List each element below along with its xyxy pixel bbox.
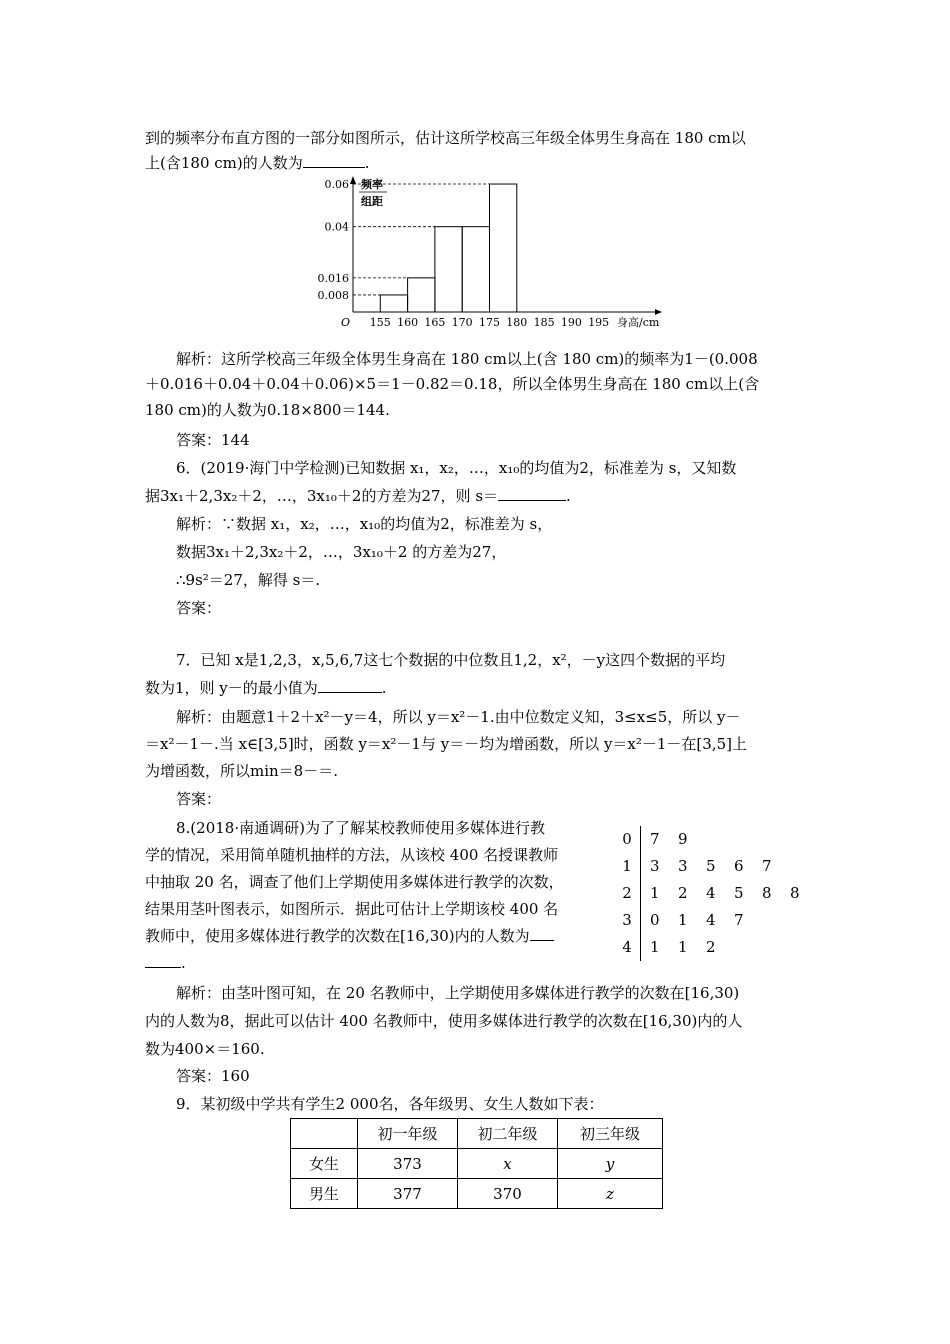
q8-question-1: 8.(2018·南通调研)为了了解某校教师使用多媒体进行教 xyxy=(176,819,545,837)
table-cell: 370 xyxy=(458,1179,558,1209)
histogram-bar xyxy=(408,278,435,312)
stem-leaf-row xyxy=(618,907,744,934)
y-axis-arrow xyxy=(350,176,356,184)
leaf-value: 6 xyxy=(734,857,744,875)
x-tick-label: 170 xyxy=(451,316,473,329)
q5-solution-2: ＋0.016＋0.04＋0.04＋0.06)×5＝1－0.82＝0.18，所以全体男生身高在 180 cm以上(含 xyxy=(145,375,760,393)
leaf-value: 1 xyxy=(678,938,688,956)
stem-value: 1 xyxy=(622,857,632,875)
stem-divider xyxy=(640,907,641,934)
leaf-value: 7 xyxy=(762,857,772,875)
table-row xyxy=(291,1149,663,1179)
q8-answer: 答案：160 xyxy=(176,1067,250,1085)
stem-value: 2 xyxy=(622,884,632,902)
q5-answer: 答案：144 xyxy=(176,431,250,449)
y-axis-label-numerator: 频率 xyxy=(361,178,383,191)
leaf-group xyxy=(650,826,706,853)
x-tick-label: 180 xyxy=(506,316,528,329)
q6-question-1: 6．(2019·海门中学检测)已知数据 x₁，x₂，…，x₁₀的均值为2，标准差为 s，又知数 xyxy=(176,459,737,477)
leaf-group xyxy=(650,880,818,907)
table-header-cell xyxy=(291,1119,358,1149)
histogram-bar xyxy=(462,227,489,312)
leaf-value: 5 xyxy=(706,857,716,875)
table-cell: z xyxy=(558,1179,663,1209)
q5-solution-1: 解析：这所学校高三年级全体男生身高在 180 cm以上(含 180 cm)的频率为1－(0.008 xyxy=(176,350,758,368)
q6-question-2-end: . xyxy=(566,487,571,505)
q7-question-2 xyxy=(145,678,387,698)
answer-blank xyxy=(145,953,181,968)
x-axis-arrow xyxy=(655,309,662,315)
q6-answer: 答案： xyxy=(176,599,222,617)
table-header-cell: 初二年级 xyxy=(458,1119,558,1149)
x-tick-label: 185 xyxy=(533,316,555,329)
stem-divider xyxy=(640,880,641,907)
y-axis-label-denominator: 组距 xyxy=(361,195,383,208)
q8-solution-3: 数为400×＝160. xyxy=(145,1040,265,1058)
y-tick-label: 0.008 xyxy=(317,288,349,302)
q6-question-2 xyxy=(145,486,571,506)
grade-gender-table xyxy=(290,1118,663,1209)
q6-solution-1: 解析：∵数据 x₁，x₂，…，x₁₀的均值为2，标准差为 s， xyxy=(176,515,553,533)
y-tick-label: 0.06 xyxy=(324,178,349,192)
x-tick-label: 190 xyxy=(560,316,582,329)
stem-divider xyxy=(640,826,641,853)
q5-solution-3: 180 cm)的人数为0.18×800＝144. xyxy=(145,401,390,419)
q8-question-5 xyxy=(145,926,554,946)
stem-value: 3 xyxy=(622,911,632,929)
q8-solution-2: 内的人数为8，据此可以估计 400 名教师中，使用多媒体进行教学的次数在[16,30)内的人 xyxy=(145,1012,743,1030)
leaf-value: 7 xyxy=(734,911,744,929)
leaf-value: 9 xyxy=(678,830,688,848)
q6-solution-2: 数据3x₁＋2,3x₂＋2，…，3x₁₀＋2 的方差为27， xyxy=(176,543,507,561)
q7-question-2-text: 数为1，则 y－的最小值为 xyxy=(145,679,318,697)
stem-leaf-row xyxy=(618,880,800,907)
q8-question-6-end: . xyxy=(181,954,186,972)
stem-leaf-row xyxy=(618,853,772,880)
y-tick-label: 0.04 xyxy=(324,220,349,234)
table-cell: 男生 xyxy=(291,1179,358,1209)
table-cell: 女生 xyxy=(291,1149,358,1179)
stem-value: 0 xyxy=(622,830,632,848)
intro-line-1: 到的频率分布直方图的一部分如图所示，估计这所学校高三年级全体男生身高在 180 cm以 xyxy=(145,129,746,147)
answer-blank xyxy=(530,926,554,941)
x-tick-label: 165 xyxy=(424,316,446,329)
x-tick-label: 195 xyxy=(588,316,610,329)
table-header-cell: 初一年级 xyxy=(358,1119,458,1149)
leaf-value: 8 xyxy=(790,884,800,902)
q7-question-2-end: . xyxy=(381,679,387,697)
q8-question-6 xyxy=(145,953,186,973)
answer-blank xyxy=(498,486,566,501)
x-tick-label: 160 xyxy=(397,316,419,329)
leaf-value: 4 xyxy=(706,911,716,929)
leaf-value: 0 xyxy=(650,911,660,929)
stem-leaf-plot xyxy=(618,826,800,961)
stem-leaf-row xyxy=(618,934,716,961)
leaf-value: 1 xyxy=(650,938,660,956)
answer-blank xyxy=(318,678,382,693)
leaf-value: 1 xyxy=(678,911,688,929)
leaf-value: 2 xyxy=(706,938,716,956)
table-row xyxy=(291,1179,663,1209)
leaf-value: 4 xyxy=(706,884,716,902)
q6-solution-3: ∴9s²＝27，解得 s＝. xyxy=(176,571,321,589)
stem-value: 4 xyxy=(622,938,632,956)
q8-question-3: 中抽取 20 名，调查了他们上学期使用多媒体进行教学的次数， xyxy=(145,873,564,891)
intro-line-2-text: 上(含180 cm)的人数为 xyxy=(145,154,303,172)
histogram-bar xyxy=(380,295,407,312)
stem-divider xyxy=(640,934,641,961)
stem-leaf-row xyxy=(618,826,688,853)
leaf-value: 5 xyxy=(734,884,744,902)
leaf-value: 8 xyxy=(762,884,772,902)
leaf-value: 3 xyxy=(678,857,688,875)
frequency-histogram xyxy=(315,168,675,340)
q7-solution-3: 为增函数，所以min＝8－＝. xyxy=(145,762,338,780)
histogram-bar xyxy=(490,184,517,312)
answer-blank xyxy=(303,153,365,168)
leaf-group xyxy=(650,934,734,961)
q7-solution-1: 解析：由题意1＋2＋x²－y＝4，所以 y＝x²－1.由中位数定义知，3≤x≤5，所以 y－ xyxy=(176,708,741,726)
q7-answer: 答案： xyxy=(176,790,222,808)
leaf-value: 2 xyxy=(678,884,688,902)
x-tick-label: 175 xyxy=(479,316,500,329)
q6-question-2-text: 据3x₁＋2,3x₂＋2，…，3x₁₀＋2的方差为27，则 s＝ xyxy=(145,487,499,505)
table-cell: 373 xyxy=(358,1149,458,1179)
q8-question-4: 结果用茎叶图表示，如图所示．据此可估计上学期该校 400 名 xyxy=(145,900,559,918)
stem-divider xyxy=(640,853,641,880)
y-tick-label: 0.016 xyxy=(317,271,349,285)
table-header-row xyxy=(291,1119,663,1149)
table-cell: 377 xyxy=(358,1179,458,1209)
x-tick-label: 155 xyxy=(369,316,391,329)
histogram-bar xyxy=(435,227,462,312)
q8-question-5-text: 教师中，使用多媒体进行教学的次数在[16,30)内的人数为 xyxy=(145,927,530,945)
leaf-value: 1 xyxy=(650,884,660,902)
leaf-value: 7 xyxy=(650,830,660,848)
intro-line-2-end: . xyxy=(364,154,370,172)
leaf-group xyxy=(650,853,790,880)
q7-solution-2: ＝x²－1－.当 x∈[3,5]时，函数 y＝x²－1与 y＝－均为增函数，所以 y＝x²－1－在[3,5]上 xyxy=(145,735,747,753)
table-cell: x xyxy=(458,1149,558,1179)
leaf-group xyxy=(650,907,762,934)
q8-question-2: 学的情况，采用简单随机抽样的方法，从该校 400 名授课教师 xyxy=(145,846,559,864)
q8-solution-1: 解析：由茎叶图可知，在 20 名教师中，上学期使用多媒体进行教学的次数在[16,30) xyxy=(176,984,740,1002)
table-cell: y xyxy=(558,1149,663,1179)
origin-label: O xyxy=(341,316,351,329)
x-axis-label: 身高/cm xyxy=(617,316,660,329)
q9-question-1: 9．某初级中学共有学生2 000名，各年级男、女生人数如下表： xyxy=(176,1095,604,1113)
leaf-value: 3 xyxy=(650,857,660,875)
table-header-cell: 初三年级 xyxy=(558,1119,663,1149)
q7-question-1: 7．已知 x是1,2,3，x,5,6,7这七个数据的中位数且1,2，x²，－y这四个数据的平均 xyxy=(176,651,726,669)
